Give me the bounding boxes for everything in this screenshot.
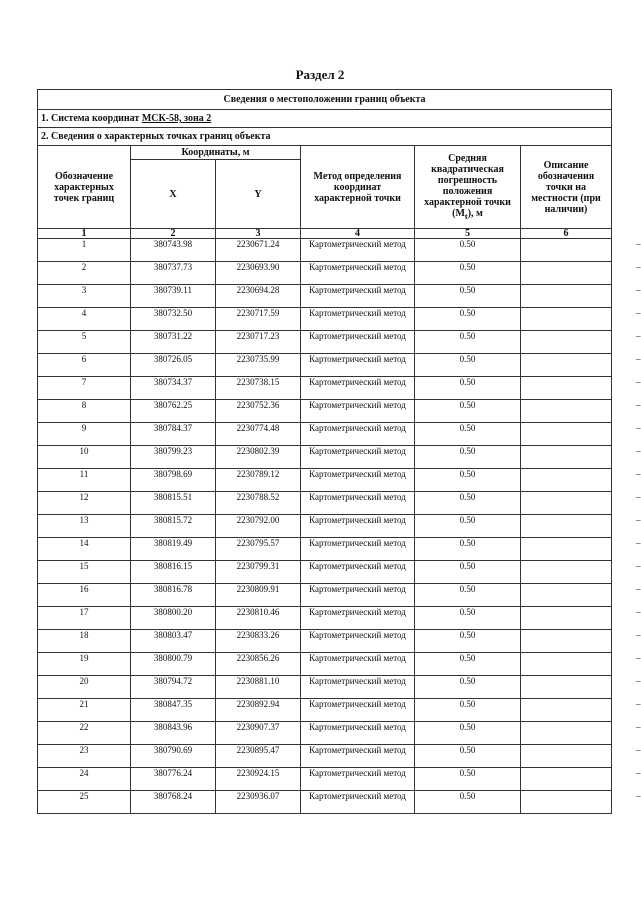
coord-y: 2230752.36 [216, 400, 301, 423]
description: – [521, 262, 612, 285]
mean-error: 0.50 [415, 515, 521, 538]
method: Картометрический метод [301, 354, 415, 377]
description: – [521, 561, 612, 584]
method: Картометрический метод [301, 538, 415, 561]
method: Картометрический метод [301, 561, 415, 584]
header-designation: Обозначение характерных точек границ [38, 146, 131, 229]
header-method: Метод определения координат характерной точки [301, 146, 415, 229]
table-title: Сведения о местоположении границ объекта [38, 90, 612, 110]
coord-y: 2230671.24 [216, 239, 301, 262]
points-heading: 2. Сведения о характерных точках границ объекта [38, 128, 612, 146]
point-number: 23 [38, 745, 131, 768]
description: – [521, 768, 612, 791]
point-number: 6 [38, 354, 131, 377]
coord-x: 380726.05 [131, 354, 216, 377]
coord-y: 2230802.39 [216, 446, 301, 469]
coord-x: 380739.11 [131, 285, 216, 308]
table-row [38, 262, 612, 285]
coord-x: 380794.72 [131, 676, 216, 699]
table-row [38, 768, 612, 791]
coord-y: 2230693.90 [216, 262, 301, 285]
coord-y: 2230694.28 [216, 285, 301, 308]
description: – [521, 745, 612, 768]
method: Картометрический метод [301, 768, 415, 791]
method: Картометрический метод [301, 584, 415, 607]
method: Картометрический метод [301, 239, 415, 262]
mean-error: 0.50 [415, 308, 521, 331]
table-row [38, 561, 612, 584]
mean-error: 0.50 [415, 699, 521, 722]
mean-error: 0.50 [415, 791, 521, 814]
header-y: Y [216, 160, 301, 229]
mean-error: 0.50 [415, 446, 521, 469]
table-row [38, 446, 612, 469]
header-coordinates: Координаты, м [131, 146, 301, 160]
table-row [38, 745, 612, 768]
table-row [38, 791, 612, 814]
point-number: 10 [38, 446, 131, 469]
coord-y: 2230895.47 [216, 745, 301, 768]
description: – [521, 492, 612, 515]
point-number: 19 [38, 653, 131, 676]
description: – [521, 515, 612, 538]
coord-y: 2230833.26 [216, 630, 301, 653]
point-number: 14 [38, 538, 131, 561]
col-number: 4 [301, 229, 415, 239]
point-number: 17 [38, 607, 131, 630]
point-number: 8 [38, 400, 131, 423]
boundary-points-table [37, 89, 641, 814]
table-row [38, 515, 612, 538]
mean-error: 0.50 [415, 745, 521, 768]
method: Картометрический метод [301, 400, 415, 423]
point-number: 25 [38, 791, 131, 814]
mean-error: 0.50 [415, 354, 521, 377]
method: Картометрический метод [301, 676, 415, 699]
method: Картометрический метод [301, 745, 415, 768]
coord-y: 2230881.10 [216, 676, 301, 699]
method: Картометрический метод [301, 722, 415, 745]
description: – [521, 676, 612, 699]
point-number: 4 [38, 308, 131, 331]
coord-y: 2230792.00 [216, 515, 301, 538]
table-row [38, 584, 612, 607]
method: Картометрический метод [301, 446, 415, 469]
coord-x: 380732.50 [131, 308, 216, 331]
description: – [521, 653, 612, 676]
table-row [38, 285, 612, 308]
coord-x: 380790.69 [131, 745, 216, 768]
coord-x: 380847.35 [131, 699, 216, 722]
table-row [38, 308, 612, 331]
coord-y: 2230907.37 [216, 722, 301, 745]
method: Картометрический метод [301, 630, 415, 653]
header-error-pre: Средняя квадратическая погрешность положения характерной точки (M [424, 152, 511, 219]
mean-error: 0.50 [415, 538, 521, 561]
description: – [521, 354, 612, 377]
coord-x: 380768.24 [131, 791, 216, 814]
table-row [38, 354, 612, 377]
description: – [521, 400, 612, 423]
coord-y: 2230809.91 [216, 584, 301, 607]
table-row [38, 423, 612, 446]
point-number: 20 [38, 676, 131, 699]
mean-error: 0.50 [415, 492, 521, 515]
header-description: Описание обозначения точки на местности (при наличии) [521, 146, 612, 229]
coord-x: 380734.37 [131, 377, 216, 400]
coord-x: 380799.23 [131, 446, 216, 469]
method: Картометрический метод [301, 262, 415, 285]
col-number: 3 [216, 229, 301, 239]
description: – [521, 584, 612, 607]
coord-x: 380737.73 [131, 262, 216, 285]
description: – [521, 377, 612, 400]
header-error-post: ), м [467, 207, 483, 219]
mean-error: 0.50 [415, 469, 521, 492]
point-number: 18 [38, 630, 131, 653]
description: – [521, 239, 612, 262]
coord-y: 2230735.99 [216, 354, 301, 377]
description: – [521, 699, 612, 722]
method: Картометрический метод [301, 423, 415, 446]
coord-x: 380843.96 [131, 722, 216, 745]
coord-x: 380731.22 [131, 331, 216, 354]
method: Картометрический метод [301, 791, 415, 814]
mean-error: 0.50 [415, 400, 521, 423]
col-number: 6 [521, 229, 612, 239]
description: – [521, 607, 612, 630]
method: Картометрический метод [301, 699, 415, 722]
col-number: 5 [415, 229, 521, 239]
coord-system-line [38, 110, 612, 128]
description: – [521, 791, 612, 814]
header-error [415, 146, 521, 229]
coord-y: 2230799.31 [216, 561, 301, 584]
point-number: 22 [38, 722, 131, 745]
mean-error: 0.50 [415, 285, 521, 308]
table-row [38, 239, 612, 262]
coord-y: 2230856.26 [216, 653, 301, 676]
coord-system-prefix: 1. Система координат [41, 113, 142, 124]
point-number: 1 [38, 239, 131, 262]
method: Картометрический метод [301, 515, 415, 538]
mean-error: 0.50 [415, 768, 521, 791]
coord-x: 380803.47 [131, 630, 216, 653]
coord-x: 380815.51 [131, 492, 216, 515]
coord-system-name: МСК-58, зона 2 [141, 113, 212, 124]
coord-x: 380784.37 [131, 423, 216, 446]
coord-x: 380816.78 [131, 584, 216, 607]
point-number: 3 [38, 285, 131, 308]
coord-y: 2230810.46 [216, 607, 301, 630]
table-row [38, 722, 612, 745]
mean-error: 0.50 [415, 239, 521, 262]
mean-error: 0.50 [415, 607, 521, 630]
description: – [521, 331, 612, 354]
coord-y: 2230788.52 [216, 492, 301, 515]
header-x: X [131, 160, 216, 229]
point-number: 9 [38, 423, 131, 446]
coord-y: 2230924.15 [216, 768, 301, 791]
point-number: 7 [38, 377, 131, 400]
column-numbers [38, 229, 612, 239]
mean-error: 0.50 [415, 377, 521, 400]
table-row [38, 469, 612, 492]
description: – [521, 285, 612, 308]
coord-x: 380815.72 [131, 515, 216, 538]
method: Картометрический метод [301, 331, 415, 354]
col-number: 1 [38, 229, 131, 239]
coord-x: 380762.25 [131, 400, 216, 423]
table-row [38, 607, 612, 630]
coord-y: 2230774.48 [216, 423, 301, 446]
description: – [521, 722, 612, 745]
coord-x: 380743.98 [131, 239, 216, 262]
point-number: 24 [38, 768, 131, 791]
coord-x: 380819.49 [131, 538, 216, 561]
mean-error: 0.50 [415, 423, 521, 446]
coord-y: 2230789.12 [216, 469, 301, 492]
mean-error: 0.50 [415, 630, 521, 653]
coord-x: 380798.69 [131, 469, 216, 492]
point-number: 2 [38, 262, 131, 285]
table-row [38, 676, 612, 699]
table-row [38, 699, 612, 722]
point-number: 15 [38, 561, 131, 584]
method: Картометрический метод [301, 285, 415, 308]
table-body [38, 239, 641, 814]
description: – [521, 469, 612, 492]
table-row [38, 538, 612, 561]
mean-error: 0.50 [415, 584, 521, 607]
method: Картометрический метод [301, 377, 415, 400]
description: – [521, 538, 612, 561]
coord-y: 2230795.57 [216, 538, 301, 561]
description: – [521, 446, 612, 469]
point-number: 12 [38, 492, 131, 515]
description: – [521, 423, 612, 446]
point-number: 5 [38, 331, 131, 354]
coord-y: 2230892.94 [216, 699, 301, 722]
coord-y: 2230738.15 [216, 377, 301, 400]
coord-x: 380800.79 [131, 653, 216, 676]
coord-y: 2230936.07 [216, 791, 301, 814]
table-row [38, 630, 612, 653]
point-number: 11 [38, 469, 131, 492]
coord-y: 2230717.59 [216, 308, 301, 331]
method: Картометрический метод [301, 308, 415, 331]
method: Картометрический метод [301, 469, 415, 492]
mean-error: 0.50 [415, 676, 521, 699]
method: Картометрический метод [301, 653, 415, 676]
table-row [38, 400, 612, 423]
coord-y: 2230717.23 [216, 331, 301, 354]
table-row [38, 377, 612, 400]
mean-error: 0.50 [415, 653, 521, 676]
point-number: 21 [38, 699, 131, 722]
mean-error: 0.50 [415, 331, 521, 354]
coord-x: 380800.20 [131, 607, 216, 630]
header-error-sub: t [464, 211, 468, 221]
coord-x: 380776.24 [131, 768, 216, 791]
method: Картометрический метод [301, 607, 415, 630]
description: – [521, 308, 612, 331]
mean-error: 0.50 [415, 561, 521, 584]
coord-x: 380816.15 [131, 561, 216, 584]
table-row [38, 331, 612, 354]
table-row [38, 492, 612, 515]
description: – [521, 630, 612, 653]
section-title: Раздел 2 [295, 67, 345, 82]
col-number: 2 [131, 229, 216, 239]
method: Картометрический метод [301, 492, 415, 515]
mean-error: 0.50 [415, 722, 521, 745]
table-row [38, 653, 612, 676]
mean-error: 0.50 [415, 262, 521, 285]
point-number: 16 [38, 584, 131, 607]
point-number: 13 [38, 515, 131, 538]
